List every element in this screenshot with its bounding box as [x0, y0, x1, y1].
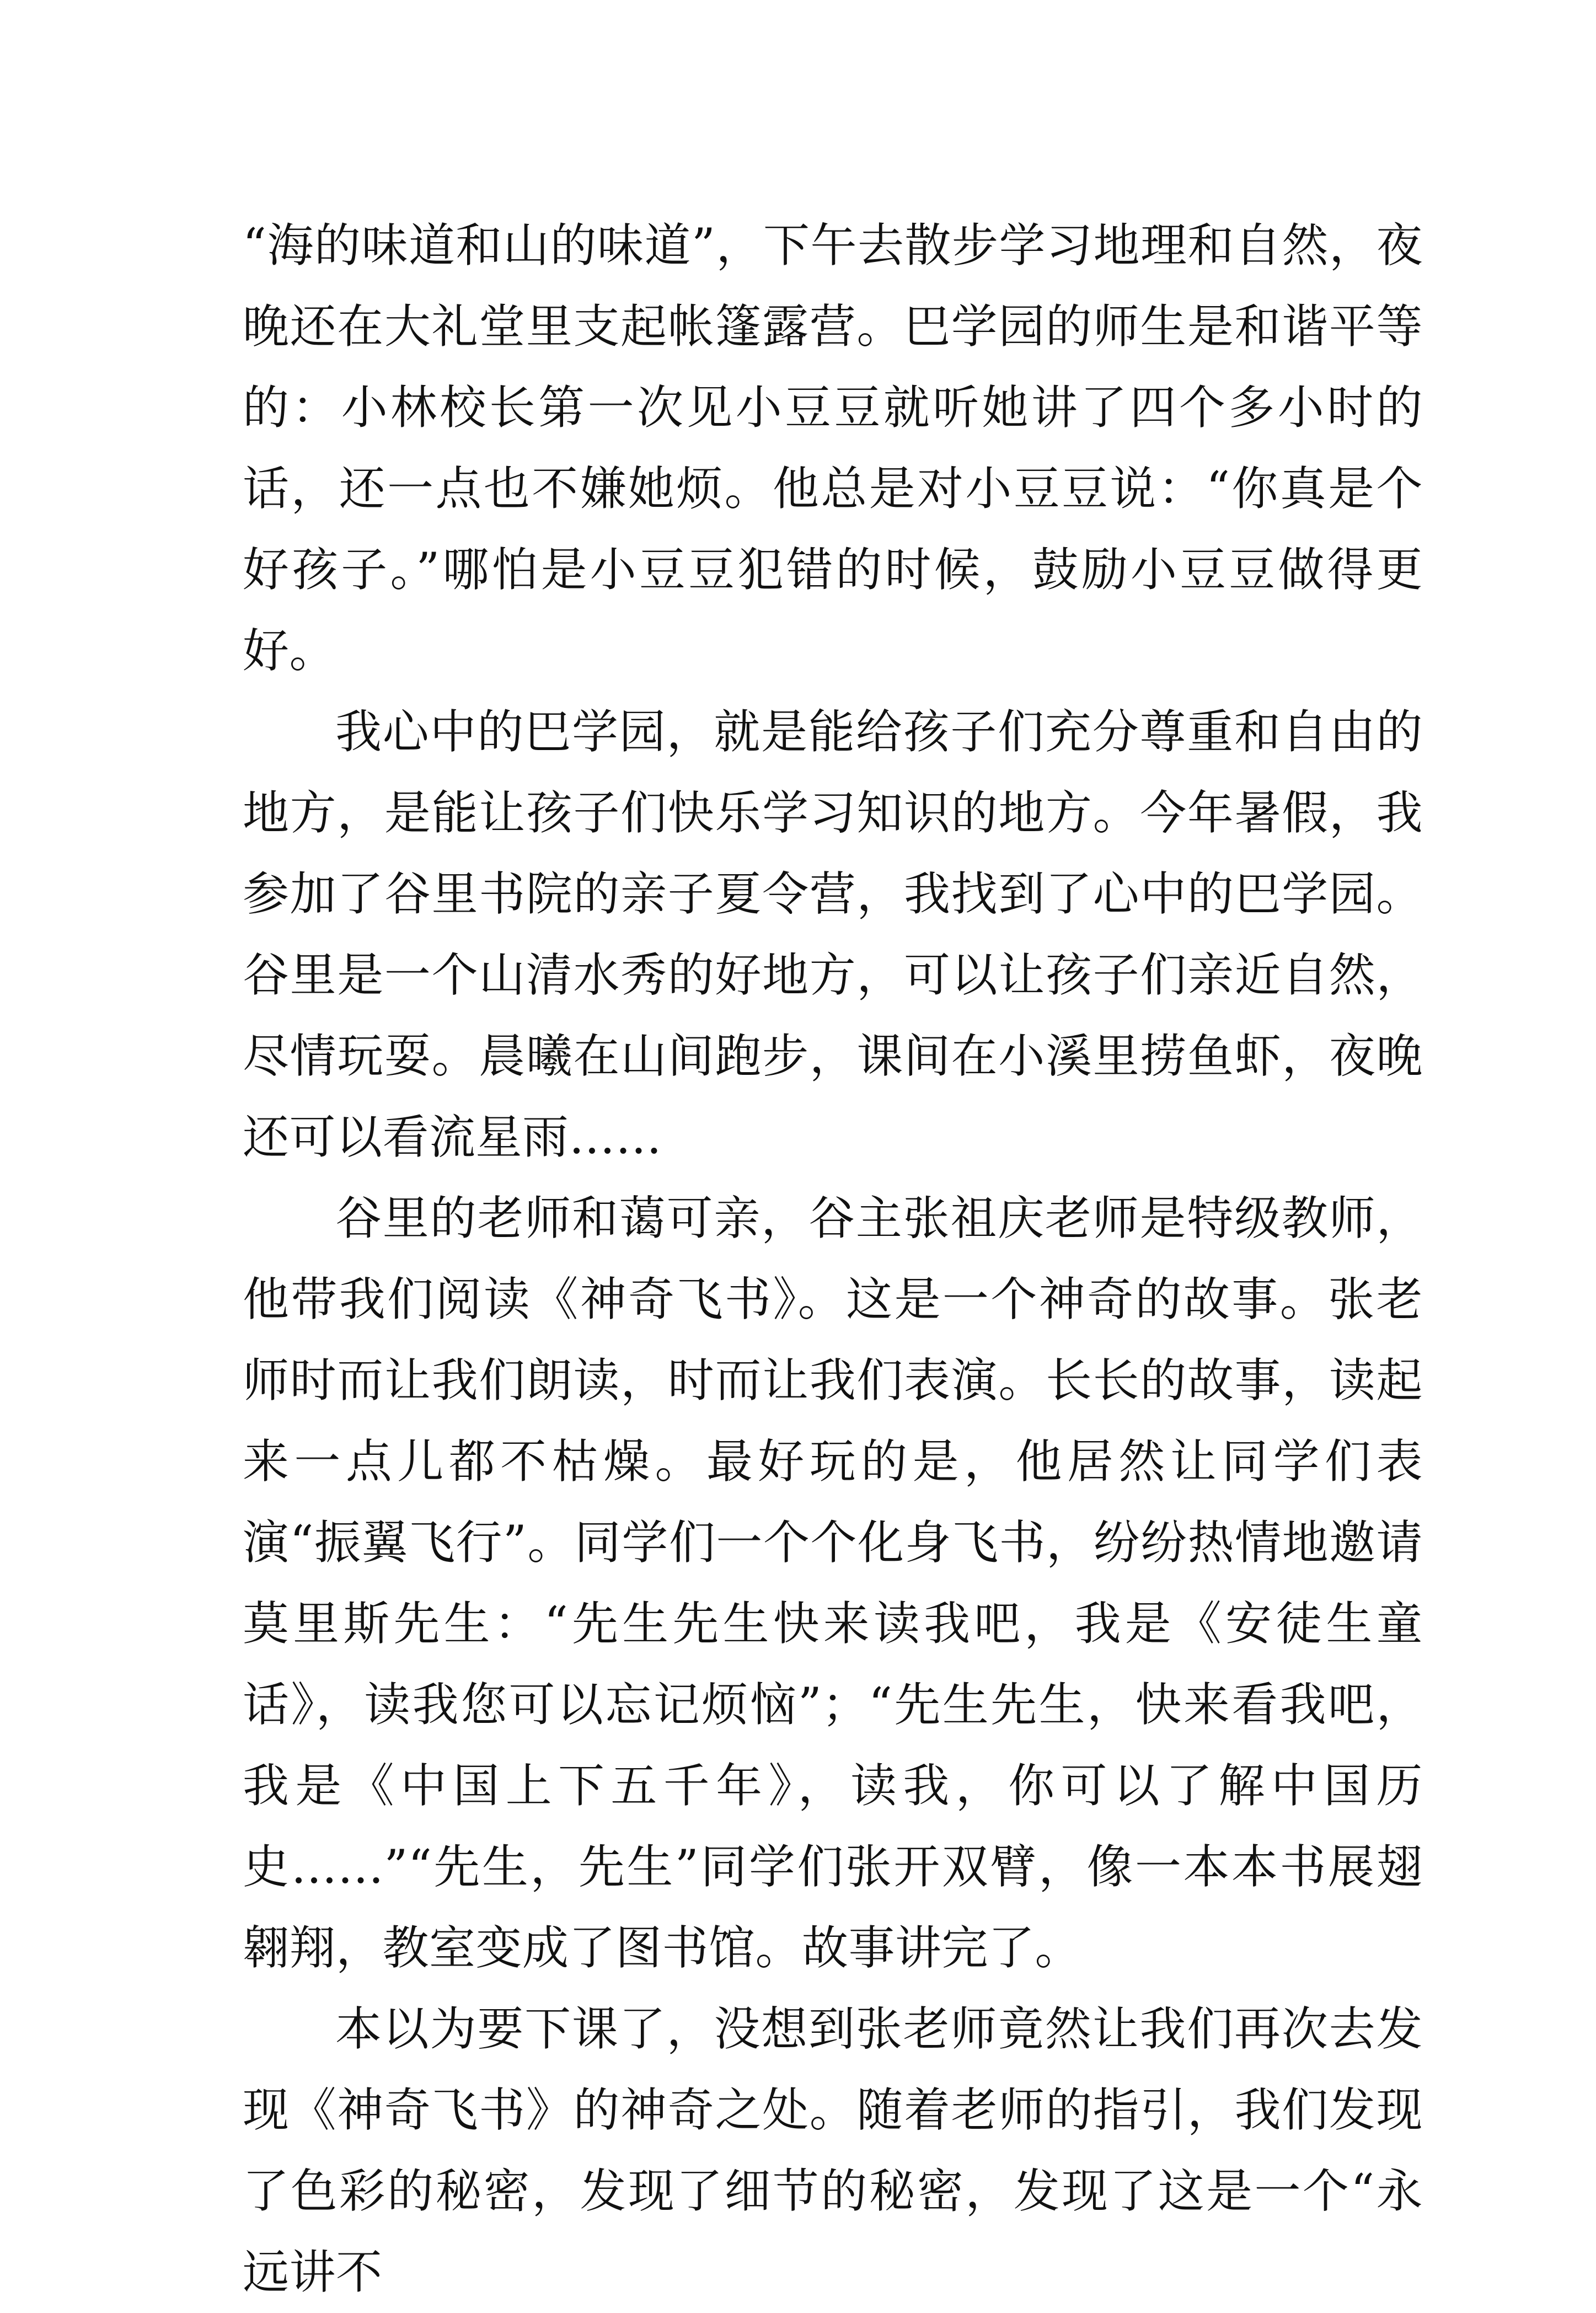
paragraph-2: 我心中的巴学园，就是能给孩子们充分尊重和自由的地方，是能让孩子们快乐学习知识的地方。今年暑假，我参加了谷里书院的亲子夏令营，我找到了心中的巴学园。谷里是一个山清水秀的好地方，可以让孩子们亲近自然，尽情玩耍。晨曦在山间跑步，课间在小溪里捞鱼虾，夜晚还可以看流星雨…… [243, 705, 1423, 1164]
document-body [243, 205, 1423, 2313]
paragraph-1: “海的味道和山的味道”，下午去散步学习地理和自然，夜晚还在大礼堂里支起帐篷露营。巴学园的师生是和谐平等的：小林校长第一次见小豆豆就听她讲了四个多小时的话，还一点也不嫌她烦。他总是对小豆豆说：“你真是个好孩子。”哪怕是小豆豆犯错的时候，鼓励小豆豆做得更好。 [243, 218, 1423, 678]
paragraph-3: 谷里的老师和蔼可亲，谷主张祖庆老师是特级教师，他带我们阅读《神奇飞书》。这是一个神奇的故事。张老师时而让我们朗读，时而让我们表演。长长的故事，读起来一点儿都不枯燥。最好玩的是，他居然让同学们表演“振翼飞行”。同学们一个个化身飞书，纷纷热情地邀请莫里斯先生：“先生先生快来读我吧，我是《安徒生童话》，读我您可以忘记烦恼”；“先生先生，快来看我吧，我是《中国上下五千年》，读我，你可以了解中国历史……”“先生，先生”同学们张开双臂，像一本本书展翅翱翔，教室变成了图书馆。故事讲完了。 [243, 1191, 1423, 1975]
paragraph-4: 本以为要下课了，没想到张老师竟然让我们再次去发现《神奇飞书》的神奇之处。随着老师的指引，我们发现了色彩的秘密，发现了细节的秘密，发现了这是一个“永远讲不 [243, 2002, 1423, 2299]
